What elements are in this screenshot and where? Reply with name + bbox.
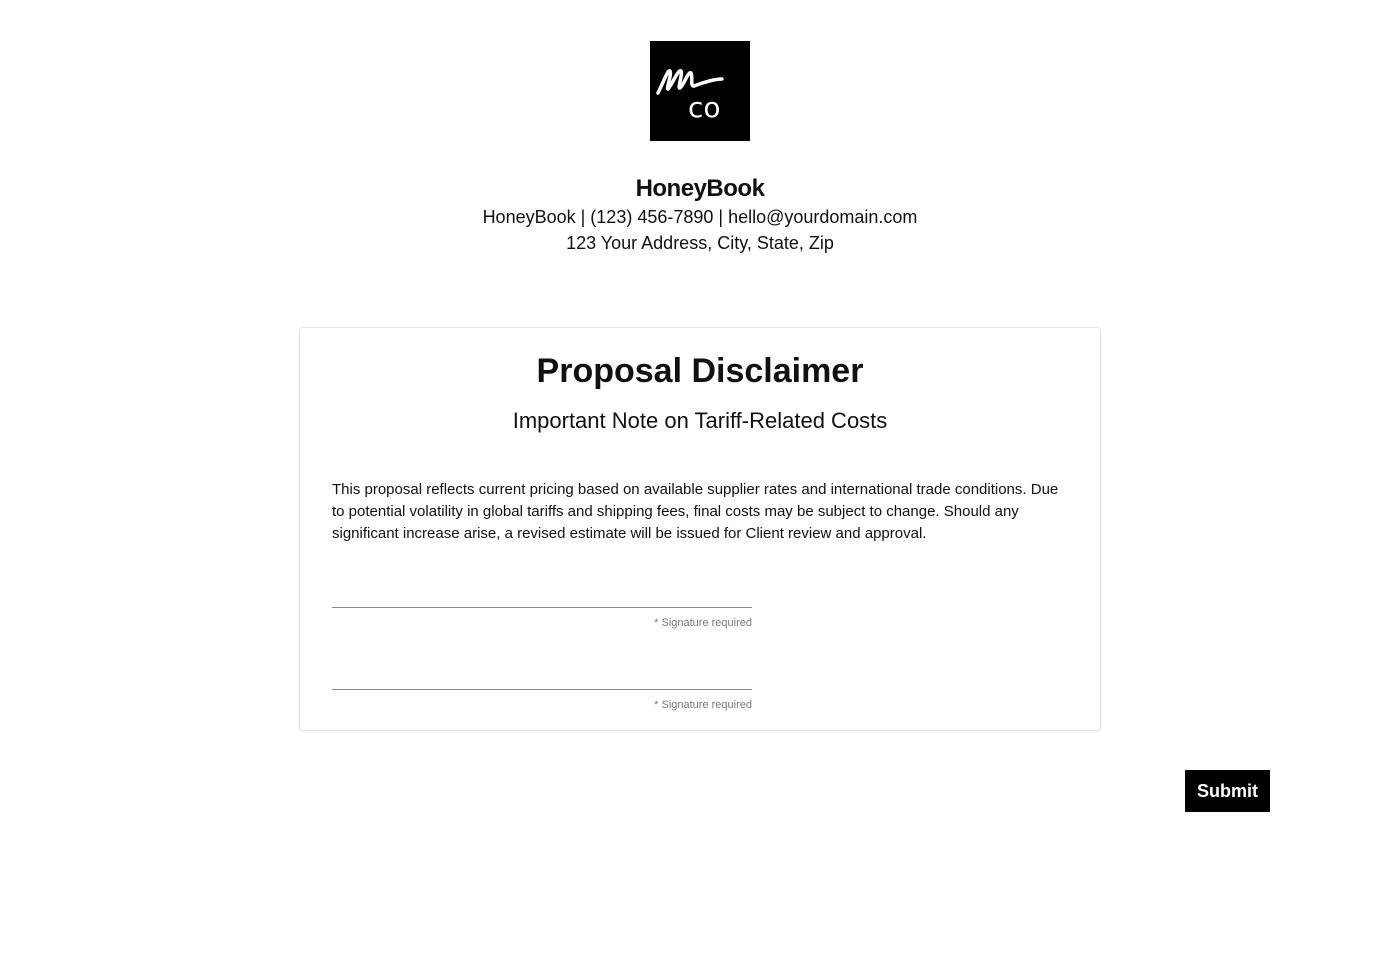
logo-mark [650, 41, 750, 141]
page-title: Proposal Disclaimer [536, 352, 864, 390]
signature-line[interactable] [332, 607, 752, 608]
contact-line: HoneyBook | (123) 456-7890 | hello@yourdomain.com [482, 207, 918, 227]
signature-line[interactable] [332, 689, 752, 690]
submit-button[interactable]: Submit [1185, 770, 1270, 812]
company-logo [650, 41, 750, 141]
signature-required-label: * Signature required [654, 617, 752, 629]
disclaimer-text: This proposal reflects current pricing based on available supplier rates and international trade conditions. Due to potential volatility in global tariffs and shipping fees, final costs may be subject to change. Should any significant increase arise, a revised estimate will be issued for Client review and approval. [332, 481, 1059, 542]
subtitle: Important Note on Tariff-Related Costs [512, 408, 888, 433]
disclaimer-card [299, 327, 1101, 731]
signature-field-2[interactable] [332, 689, 752, 711]
svg-text:co: co [688, 91, 721, 124]
signature-field-1[interactable] [332, 607, 752, 629]
address-line: 123 Your Address, City, State, Zip [566, 233, 834, 253]
signature-required-label: * Signature required [654, 699, 752, 711]
company-name: HoneyBook [635, 175, 765, 202]
